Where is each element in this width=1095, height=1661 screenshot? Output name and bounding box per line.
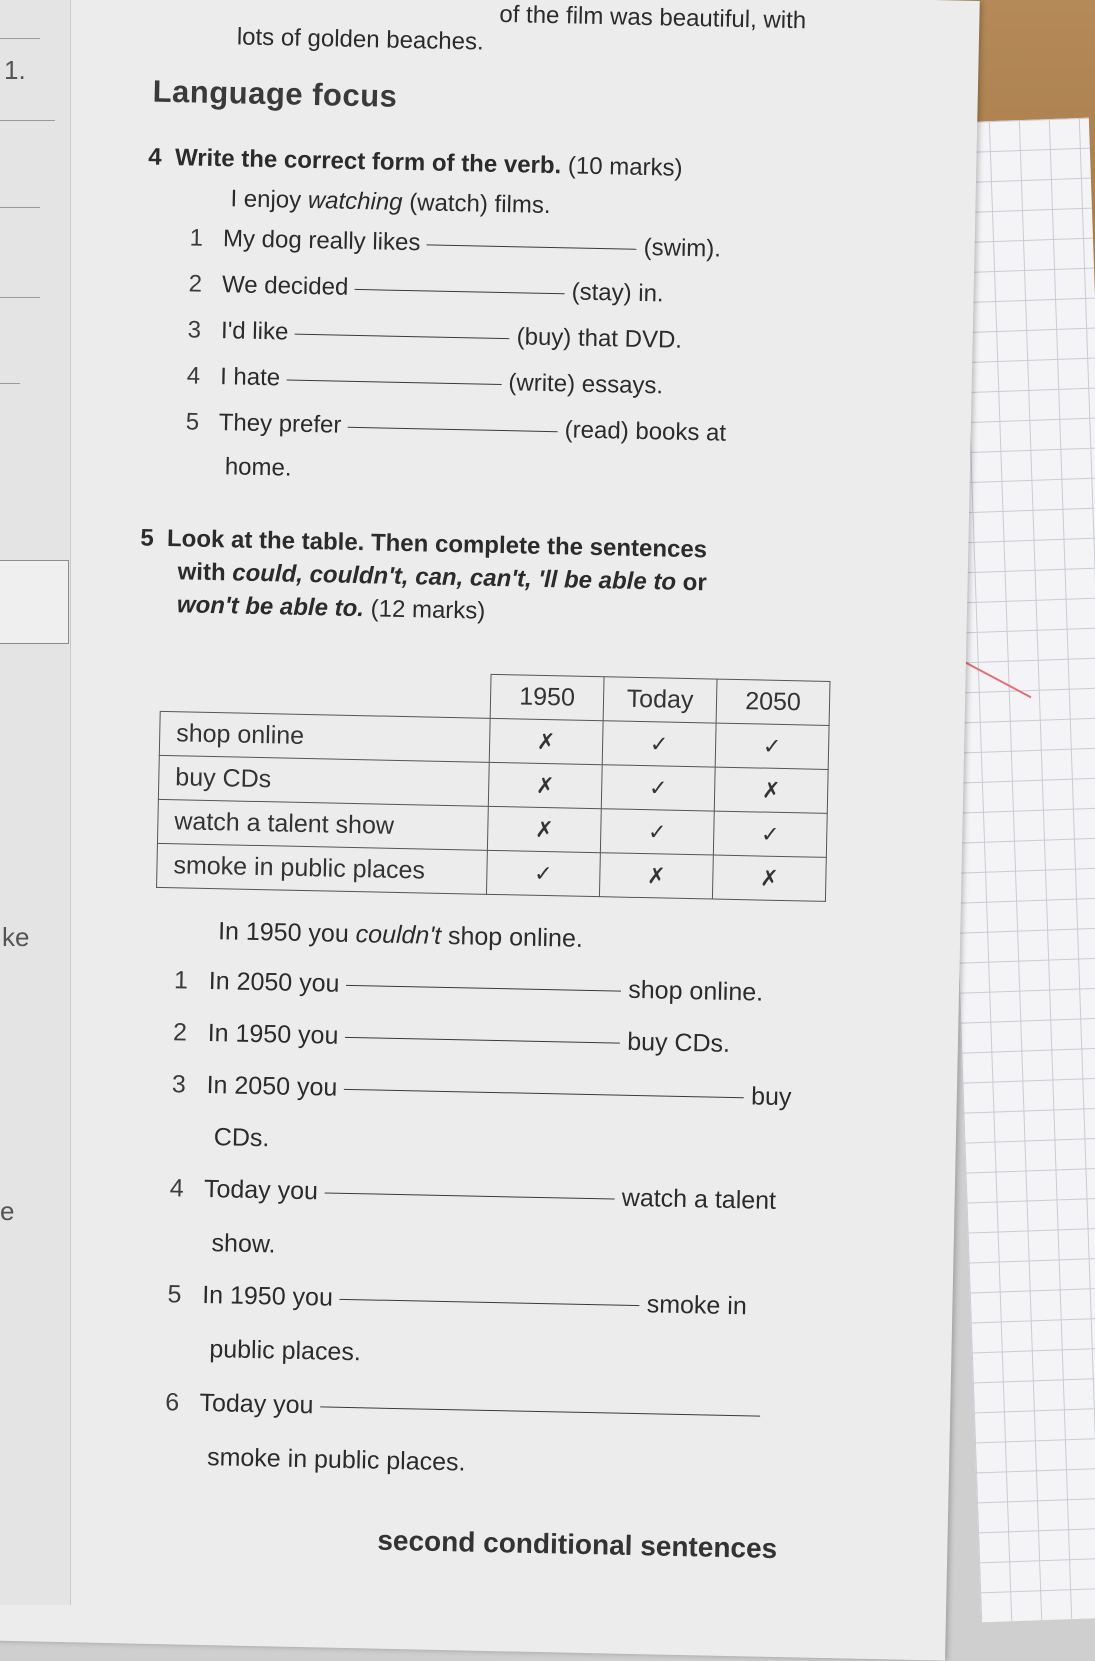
exercise5-example	[218, 917, 583, 954]
score-box	[0, 560, 69, 644]
example-after: (watch) films.	[402, 188, 551, 219]
header-1950: 1950	[490, 674, 604, 720]
instruction-part-italic: could, couldn't, can, can't, 'll be able to	[232, 559, 677, 596]
item-number: 2	[188, 270, 203, 298]
item-number: 3	[171, 1070, 187, 1099]
ex4-item-1	[189, 224, 721, 263]
activity-cell: shop online	[159, 711, 490, 762]
item-cue: (swim).	[643, 233, 722, 263]
item-number: 4	[169, 1174, 184, 1203]
instruction-part-italic: won't be able to.	[176, 591, 365, 623]
exercise4-instruction	[148, 144, 683, 183]
instruction-part: with	[177, 558, 233, 587]
ex5-item-3	[172, 1070, 792, 1112]
item-text: In 2050 you	[208, 967, 340, 998]
ex5-item-6	[165, 1388, 761, 1429]
instruction-part: or	[675, 568, 707, 597]
ex5-item-5	[167, 1280, 747, 1321]
mark-cell: ✗	[487, 806, 601, 852]
item-number: 1	[173, 966, 189, 995]
ex5-item-6-continuation: smoke in public places.	[206, 1443, 466, 1477]
ex4-item-3	[187, 316, 682, 354]
ex4-item-5	[185, 408, 726, 447]
ex5-item-3-continuation: CDs.	[213, 1123, 270, 1153]
example-after: shop online.	[440, 921, 584, 953]
left-page-fragment: ke	[2, 922, 30, 952]
section-heading: Language focus	[152, 73, 398, 114]
answer-blank[interactable]	[346, 984, 621, 992]
ex5-item-5-continuation: public places.	[209, 1335, 362, 1367]
mark-cell: ✓	[602, 721, 716, 767]
ex5-item-4-continuation: show.	[211, 1229, 276, 1259]
item-cue: (stay) in.	[571, 278, 664, 308]
mark-cell: ✓	[601, 765, 715, 811]
ex5-item-2	[173, 1018, 731, 1059]
ability-table	[156, 667, 830, 902]
header-2050: 2050	[716, 679, 830, 725]
left-page-fragment: e	[0, 1196, 15, 1226]
example-answer: watching	[307, 186, 403, 216]
exercise4-instruction-text: Write the correct form of the verb.	[174, 144, 562, 180]
ex5-item-4	[169, 1174, 776, 1216]
divider	[0, 383, 20, 384]
bottom-fragment-heading: second conditional sentences	[377, 1524, 778, 1565]
item-number: 2	[172, 1018, 188, 1047]
item-cue: shop online.	[628, 975, 764, 1007]
mark-cell: ✓	[713, 811, 827, 857]
item-number: 3	[187, 316, 202, 344]
example-before: I enjoy	[230, 185, 309, 214]
answer-blank[interactable]	[344, 1088, 744, 1098]
example-answer: couldn't	[355, 920, 442, 950]
answer-blank[interactable]	[348, 425, 558, 431]
item-cue: smoke in	[646, 1290, 748, 1321]
left-page-fragment: 1.	[4, 55, 26, 85]
answer-blank[interactable]	[325, 1192, 615, 1200]
divider	[0, 207, 40, 208]
header-today: Today	[603, 677, 717, 723]
item-text: They prefer	[218, 409, 342, 439]
answer-blank[interactable]	[427, 243, 637, 249]
mark-cell: ✓	[486, 850, 600, 896]
ex4-item-5-continuation: home.	[224, 453, 292, 482]
answer-blank[interactable]	[287, 378, 502, 385]
answer-blank[interactable]	[320, 1406, 760, 1417]
activity-cell: watch a talent show	[157, 799, 488, 850]
item-cue: buy CDs.	[626, 1027, 731, 1058]
exercise5-number: 5	[140, 524, 154, 552]
instruction-part: Look at the table. Then complete the sentences	[166, 525, 708, 564]
item-text: In 1950 you	[207, 1019, 339, 1050]
item-number: 4	[186, 362, 201, 390]
item-cue: (read) books at	[564, 416, 727, 447]
mark-cell: ✗	[488, 762, 602, 808]
item-text: Today you	[199, 1388, 314, 1420]
item-cue: (write) essays.	[508, 369, 664, 400]
activity-cell: buy CDs	[158, 755, 489, 806]
exercise5-marks: (12 marks)	[370, 595, 486, 625]
previous-page-edge	[0, 0, 71, 1605]
answer-blank[interactable]	[295, 332, 510, 339]
answer-blank[interactable]	[340, 1298, 640, 1306]
top-fragment-line1: of the film was beautiful, with	[499, 0, 807, 35]
item-number: 6	[164, 1388, 180, 1417]
activity-cell: smoke in public places	[157, 843, 488, 894]
exercise4-number: 4	[148, 143, 162, 171]
mark-cell: ✓	[600, 809, 714, 855]
item-text: Today you	[203, 1174, 319, 1206]
exercise4-example	[230, 185, 551, 220]
item-number: 5	[167, 1280, 182, 1309]
divider	[0, 297, 40, 298]
item-text: In 2050 you	[206, 1070, 338, 1102]
answer-blank[interactable]	[355, 288, 565, 294]
item-text: My dog really likes	[222, 225, 421, 257]
answer-blank[interactable]	[345, 1036, 620, 1044]
item-cue: buy	[750, 1082, 792, 1112]
mark-cell: ✗	[712, 855, 826, 901]
exercise4-marks: (10 marks)	[567, 152, 683, 182]
divider	[0, 38, 40, 39]
item-number: 1	[189, 224, 204, 252]
item-cue: (buy) that DVD.	[516, 323, 683, 354]
item-text: We decided	[221, 271, 349, 301]
item-text: I'd like	[220, 317, 289, 346]
divider	[0, 120, 55, 121]
header-empty-cell	[160, 667, 491, 718]
top-fragment-line2: lots of golden beaches.	[236, 23, 484, 56]
item-text: In 1950 you	[201, 1280, 334, 1312]
item-number: 5	[185, 408, 200, 436]
ex4-item-4	[186, 362, 663, 400]
exercise5-instruction	[139, 521, 841, 635]
mark-cell: ✗	[599, 853, 713, 899]
ex4-item-2	[188, 270, 664, 308]
item-cue: watch a talent	[621, 1183, 777, 1215]
ex5-item-1	[174, 966, 764, 1007]
mark-cell: ✓	[715, 723, 829, 769]
mark-cell: ✗	[714, 767, 828, 813]
mark-cell: ✗	[489, 718, 603, 764]
item-text: I hate	[219, 363, 281, 392]
example-before: In 1950 you	[217, 917, 357, 949]
